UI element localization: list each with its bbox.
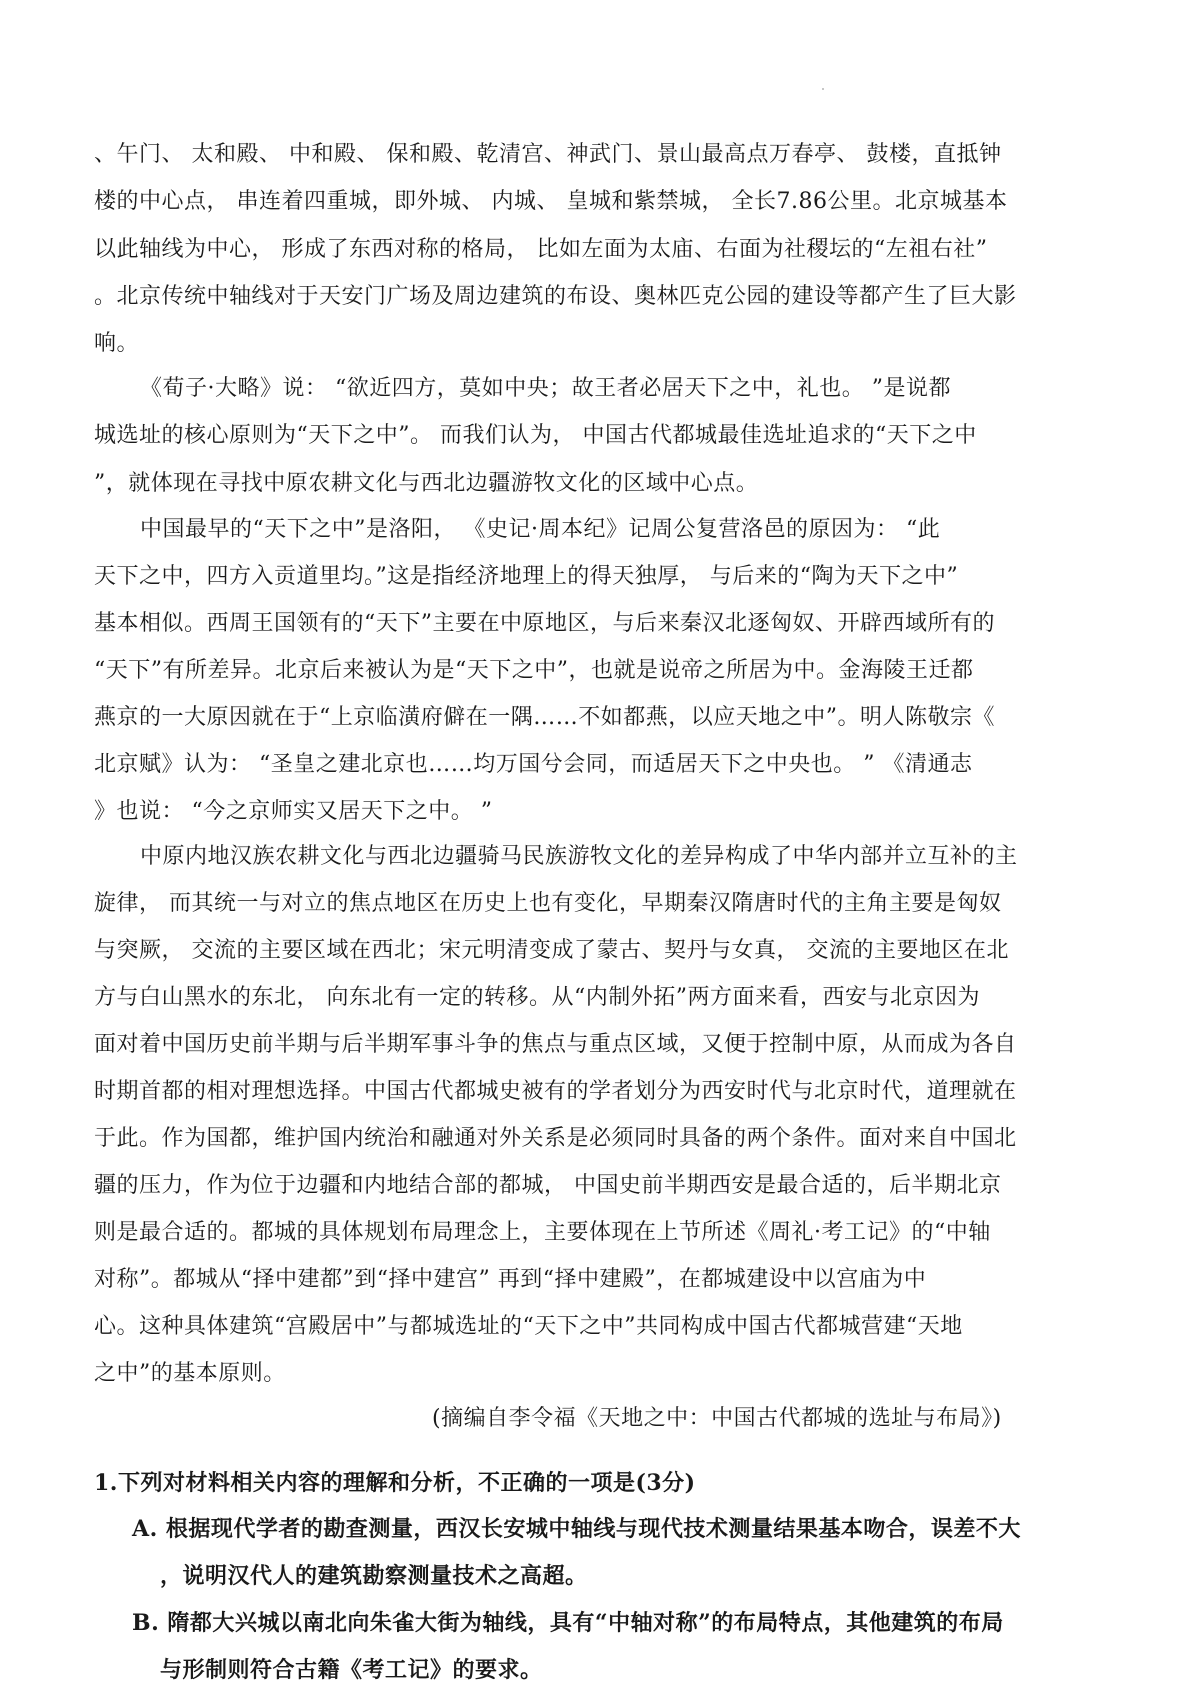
passage-line: 城选址的核心原则为“天下之中”。 而我们认为， 中国古代都城最佳选址追求的“天下之中: [94, 423, 977, 448]
passage-line: 方与白山黑水的东北， 向东北有一定的转移。从“内制外拓”两方面来看，西安与北京因为: [94, 985, 980, 1010]
passage-line: 疆的压力，作为位于边疆和内地结合部的都城， 中国史前半期西安是最合适的，后半期北京: [94, 1173, 1002, 1198]
passage-line: 与突厥， 交流的主要区域在西北；宋元明清变成了蒙古、契丹与女真， 交流的主要地区在北: [94, 938, 1009, 963]
passage-line: 面对着中国历史前半期与后半期军事斗争的焦点与重点区域，又便于控制中原，从而成为各自: [94, 1032, 1017, 1057]
passage-line: 、午门、 太和殿、 中和殿、 保和殿、乾清宫、神武门、景山最高点万春亭、 鼓楼，直抵钟: [94, 142, 1002, 167]
passage-line: 》也说： “今之京师实又居天下之中。 ”: [94, 799, 493, 824]
passage-line: 北京赋》认为： “圣皇之建北京也……均万国兮会同，而适居天下之中央也。 ” 《清通志: [94, 752, 973, 777]
passage-line: 以此轴线为中心， 形成了东西对称的格局， 比如左面为太庙、右面为社稷坛的“左祖右社”: [94, 237, 988, 262]
question-stem: 1.下列对材料相关内容的理解和分析，不正确的一项是(3分): [94, 1470, 696, 1496]
option-line: 与形制则符合古籍《考工记》的要求。: [160, 1657, 543, 1683]
passage-line: “天下”有所差异。北京后来被认为是“天下之中”，也就是说帝之所居为中。金海陵王迁都: [94, 658, 974, 683]
passage-line: 基本相似。西周王国领有的“天下”主要在中原地区，与后来秦汉北逐匈奴、开辟西域所有的: [94, 611, 995, 636]
passage-line: 《荀子·大略》说： “欲近四方，莫如中央；故王者必居天下之中，礼也。 ”是说都: [140, 376, 951, 401]
passage-line: 对称”。都城从“择中建都”到“择中建宫” 再到“择中建殿”，在都城建设中以宫庙为中: [94, 1267, 927, 1292]
passage-line: 时期首都的相对理想选择。中国古代都城史被有的学者划分为西安时代与北京时代，道理就在: [94, 1079, 1017, 1104]
passage-line: 之中”的基本原则。: [94, 1361, 286, 1386]
passage-line: 响。: [94, 331, 140, 356]
passage-line: 中原内地汉族农耕文化与西北边疆骑马民族游牧文化的差异构成了中华内部并立互补的主: [140, 844, 1018, 869]
passage-line: 心。这种具体建筑“宫殿居中”与都城选址的“天下之中”共同构成中国古代都城营建“天地: [94, 1314, 963, 1339]
passage-line: 中国最早的“天下之中”是洛阳， 《史记·周本纪》记周公复营洛邑的原因为： “此: [140, 517, 941, 542]
passage-line: 。北京传统中轴线对于天安门广场及周边建筑的布设、奥林匹克公园的建设等都产生了巨大影: [94, 284, 1017, 309]
passage-line: 楼的中心点， 串连着四重城，即外城、 内城、 皇城和紫禁城， 全长7.86公里。北京城基本: [94, 189, 1008, 214]
option-line: A. 根据现代学者的勘查测量，西汉长安城中轴线与现代技术测量结果基本吻合，误差不大: [132, 1516, 1021, 1542]
passage-line: 天下之中，四方入贡道里均。”这是指经济地理上的得天独厚， 与后来的“陶为天下之中”: [94, 564, 959, 589]
passage-line: 燕京的一大原因就在于“上京临潢府僻在一隅……不如都燕，以应天地之中”。明人陈敬宗《: [94, 705, 995, 730]
option-line: ，说明汉代人的建筑勘察测量技术之高超。: [160, 1563, 588, 1589]
passage-line: 旋律， 而其统一与对立的焦点地区在历史上也有变化，早期秦汉隋唐时代的主角主要是匈奴: [94, 891, 1002, 916]
passage-source: (摘编自李令福《天地之中：中国古代都城的选址与布局》): [432, 1406, 1002, 1431]
passage-line: 于此。作为国都，维护国内统治和融通对外关系是必须同时具备的两个条件。面对来自中国北: [94, 1126, 1017, 1151]
passage-line: 则是最合适的。都城的具体规划布局理念上，主要体现在上节所述《周礼·考工记》的“中轴: [94, 1220, 991, 1245]
scan-speck: [822, 88, 824, 90]
option-line: B. 隋都大兴城以南北向朱雀大街为轴线，具有“中轴对称”的布局特点，其他建筑的布局: [132, 1610, 1004, 1636]
passage-line: ”，就体现在寻找中原农耕文化与西北边疆游牧文化的区域中心点。: [94, 471, 759, 496]
